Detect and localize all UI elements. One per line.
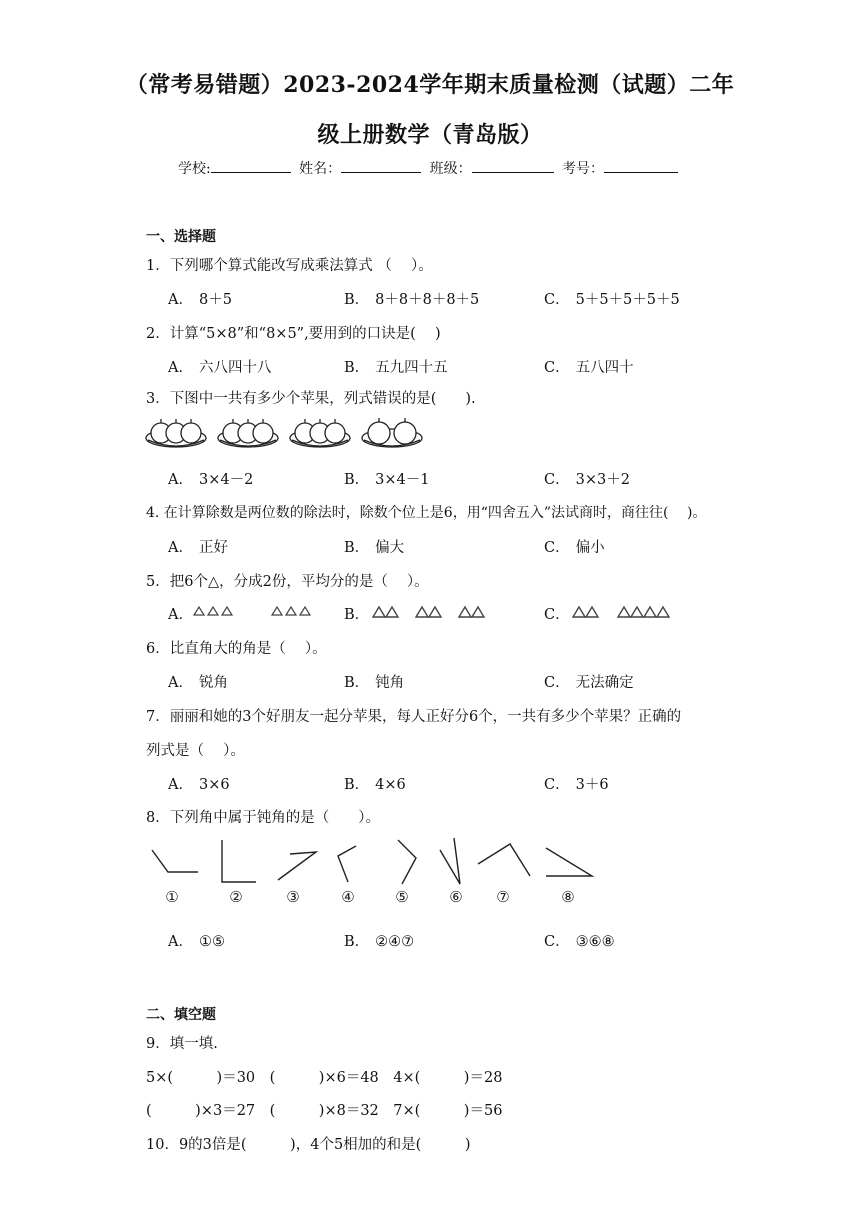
- exam-no-blank[interactable]: [604, 158, 678, 173]
- plate-3: [290, 419, 350, 447]
- option-a[interactable]: A．: [168, 607, 193, 623]
- angle-label-7: ⑦: [496, 888, 510, 906]
- option-b[interactable]: B． 钝角: [344, 675, 405, 691]
- angle-7: [478, 844, 530, 876]
- question-1-options: [168, 288, 728, 308]
- option-c-triangles: [572, 602, 692, 620]
- plate-2: [218, 419, 278, 447]
- option-c[interactable]: C． 无法确定: [544, 675, 634, 691]
- angle-label-1: ①: [165, 888, 179, 906]
- angle-label-2: ②: [229, 888, 243, 906]
- option-c[interactable]: C． 偏小: [544, 540, 605, 556]
- section-heading-choice: 一、选择题: [146, 229, 216, 245]
- question-2: 2．计算“5×8”和“8×5”,要用到的口诀是( ): [146, 326, 441, 342]
- angle-label-5: ⑤: [395, 888, 409, 906]
- option-a-triangles: [192, 603, 312, 619]
- angle-3: [278, 852, 316, 880]
- angle-4: [338, 846, 356, 882]
- apples-on-plates-figure: [143, 416, 433, 456]
- option-b[interactable]: B． 8＋8＋8＋8＋5: [344, 292, 480, 308]
- school-label: 学校:: [177, 161, 211, 177]
- exam-no-label: 考号：: [562, 161, 605, 177]
- option-b[interactable]: B． ②④⑦: [344, 934, 415, 950]
- question-7-options: [168, 773, 728, 793]
- angle-label-3: ③: [286, 888, 300, 906]
- option-b[interactable]: B． 3×4－1: [344, 472, 430, 488]
- angle-label-4: ④: [341, 888, 355, 906]
- name-label: 姓名：: [299, 161, 342, 177]
- plate-4: [362, 418, 422, 447]
- option-c[interactable]: C． ③⑥⑧: [544, 934, 615, 950]
- option-a[interactable]: A． 3×4－2: [168, 472, 254, 488]
- option-c[interactable]: C． 五八四十: [544, 360, 634, 376]
- question-9-row-1: 5×( )＝30 ( )×6＝48 4×( )＝28: [146, 1070, 503, 1086]
- question-8: 8．下列角中属于钝角的是（ ）。: [146, 810, 380, 826]
- school-blank[interactable]: [211, 158, 291, 173]
- angle-2: [222, 840, 256, 882]
- document-title-line1: （常考易错题）2023-2024学年期末质量检测（试题）二年: [125, 72, 735, 98]
- section-heading-fill-in: 二、填空题: [146, 1007, 216, 1023]
- question-3: 3．下图中一共有多少个苹果，列式错误的是( ).: [146, 391, 476, 407]
- question-3-options: [168, 468, 728, 488]
- angle-6: [440, 838, 460, 884]
- question-4: 4. 在计算除数是两位数的除法时，除数个位上是6，用“四舍五入”法试商时，商往往( )。: [146, 505, 707, 521]
- class-blank[interactable]: [472, 158, 554, 173]
- option-a[interactable]: A． 六八四十八: [168, 360, 272, 376]
- document-title-line2: 级上册数学（青岛版）: [317, 122, 543, 148]
- option-c[interactable]: C． 5＋5＋5＋5＋5: [544, 292, 680, 308]
- angle-5: [398, 840, 416, 884]
- option-b[interactable]: B． 五九四十五: [344, 360, 448, 376]
- question-7: 7．丽丽和她的3个好朋友一起分苹果，每人正好分6个，一共有多少个苹果？正确的: [146, 709, 682, 725]
- name-blank[interactable]: [341, 158, 421, 173]
- option-c[interactable]: C．: [544, 607, 570, 623]
- option-b[interactable]: B．: [344, 607, 370, 623]
- option-b[interactable]: B． 偏大: [344, 540, 405, 556]
- question-9: 9．填一填.: [146, 1036, 218, 1052]
- option-b[interactable]: B． 4×6: [344, 777, 406, 793]
- angles-figure: [146, 836, 606, 910]
- question-1: 1．下列哪个算式能改写成乘法算式 （ ）。: [146, 258, 433, 274]
- option-a[interactable]: A． 3×6: [168, 777, 230, 793]
- question-2-options: [168, 356, 728, 376]
- angle-1: [152, 850, 198, 872]
- angle-label-8: ⑧: [561, 888, 575, 906]
- question-5: 5．把6个△，分成2份，平均分的是（ ）。: [146, 574, 429, 590]
- question-10: 10．9的3倍是( )，4个5相加的和是( ): [146, 1137, 471, 1153]
- question-6-options: [168, 671, 728, 691]
- option-a[interactable]: A． 锐角: [168, 675, 228, 691]
- option-b-triangles: [372, 602, 502, 620]
- angle-8: [546, 848, 592, 876]
- option-c[interactable]: C． 3×3＋2: [544, 472, 630, 488]
- angle-label-6: ⑥: [449, 888, 463, 906]
- plate-1: [146, 419, 206, 447]
- option-a[interactable]: A． 正好: [168, 540, 228, 556]
- student-info-row: [0, 158, 860, 178]
- option-a[interactable]: A． ①⑤: [168, 934, 225, 950]
- question-4-options: [168, 536, 728, 556]
- question-9-row-2: ( )×3＝27 ( )×8＝32 7×( )＝56: [146, 1103, 503, 1119]
- question-8-options: [168, 930, 728, 950]
- question-6: 6．比直角大的角是（ ）。: [146, 641, 327, 657]
- option-a[interactable]: A． 8＋5: [168, 292, 232, 308]
- class-label: 班级：: [429, 161, 472, 177]
- option-c[interactable]: C． 3＋6: [544, 777, 609, 793]
- question-7-continued: 列式是（ ）。: [146, 743, 245, 759]
